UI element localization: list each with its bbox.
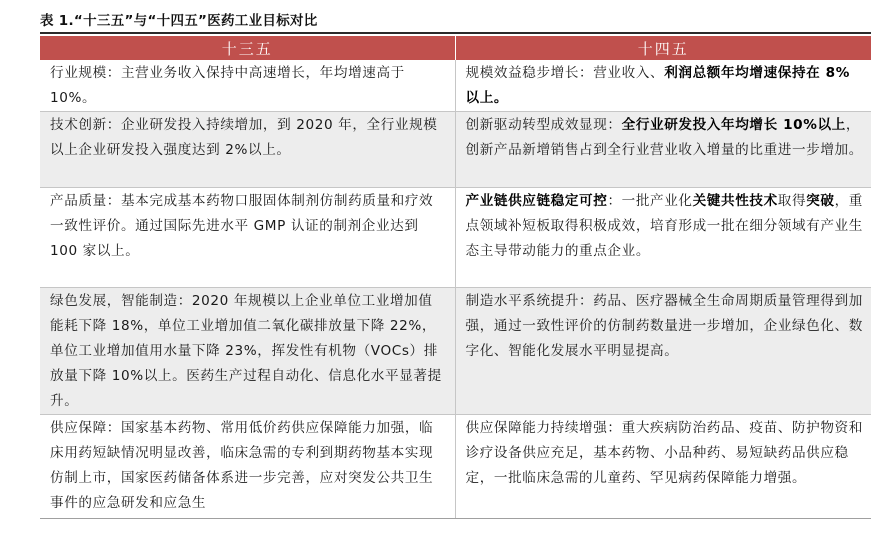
cell-text: ：一批产业化 xyxy=(607,193,693,209)
comparison-table xyxy=(40,36,871,519)
cell-13th xyxy=(40,188,455,288)
emphasis-text: 全行业研发投入年均增长 10%以上 xyxy=(621,117,846,133)
cell-text: 制造水平系统提升：药品、医疗器械全生命周期质量管理得到加强，通过一致性评价的仿制药数量进一步增加，企业绿色化、数字化、智能化发展水平明显提高。 xyxy=(465,293,863,359)
emphasis-text: 产业链供应链稳定可控 xyxy=(465,193,608,209)
emphasis-text: 利润总额年均增速保持在 8%以上。 xyxy=(465,65,850,106)
cell-14th xyxy=(455,112,871,188)
cell-text: 规模效益稳步增长：营业收入、 xyxy=(465,65,665,81)
title-rule xyxy=(40,32,871,34)
cell-13th xyxy=(40,112,455,188)
cell-text: 绿色发展，智能制造：2020 年规模以上企业单位工业增加值能耗下降 18%，单位工业增加值二氧化碳排放量下降 22%，单位工业增加值用水量下降 23%，挥发性有机物（VOCs）排放量下降 10%以上。医药生产过程自动化、信息化水平显著提升。 xyxy=(50,293,442,409)
table-row xyxy=(40,188,871,288)
cell-14th xyxy=(455,288,871,415)
cell-text: 产品质量：基本完成基本药物口服固体制剂仿制药质量和疗效一致性评价。通过国际先进水平 GMP 认证的制剂企业达到 100 家以上。 xyxy=(50,193,434,259)
cell-text: ，创新产品新增销售占到全行业营业收入增量的比重进一步增加。 xyxy=(465,117,863,158)
table-title: 表 1.“十三五”与“十四五”医药工业目标对比 xyxy=(40,13,318,29)
cell-text: 行业规模：主营业务收入保持中高速增长，年均增速高于 10%。 xyxy=(50,65,405,106)
table-row xyxy=(40,60,871,112)
header-row xyxy=(40,36,871,60)
emphasis-text: 突破 xyxy=(806,193,835,209)
cell-13th xyxy=(40,288,455,415)
cell-14th xyxy=(455,60,871,112)
cell-14th xyxy=(455,415,871,519)
column-header-13th: 十三五 xyxy=(40,36,455,60)
cell-13th xyxy=(40,415,455,519)
cell-text: 技术创新：企业研发投入持续增加，到 2020 年，全行业规模以上企业研发投入强度达到 2%以上。 xyxy=(50,117,438,158)
cell-text: 供应保障：国家基本药物、常用低价药供应保障能力加强，临床用药短缺情况明显改善，临床急需的专利到期药物基本实现仿制上市，国家医药储备体系进一步完善，应对突发公共卫生事件的应急研发和应急生 xyxy=(50,420,434,511)
table-row xyxy=(40,288,871,415)
cell-text: 创新驱动转型成效显现： xyxy=(465,117,622,133)
cell-text: 取得 xyxy=(777,193,807,209)
table-row xyxy=(40,415,871,519)
cell-text: 供应保障能力持续增强：重大疾病防治药品、疫苗、防护物资和诊疗设备供应充足，基本药物、小品种药、易短缺药品供应稳定，一批临床急需的儿童药、罕见病药保障能力增强。 xyxy=(465,420,863,486)
cell-13th xyxy=(40,60,455,112)
cell-14th xyxy=(455,188,871,288)
emphasis-text: 关键共性技术 xyxy=(692,193,778,209)
column-header-14th: 十四五 xyxy=(455,36,871,60)
cell-text: ，重点领域补短板取得积极成效，培育形成一批在细分领域有产业生态主导带动能力的重点企业。 xyxy=(465,193,863,259)
table-row xyxy=(40,112,871,188)
